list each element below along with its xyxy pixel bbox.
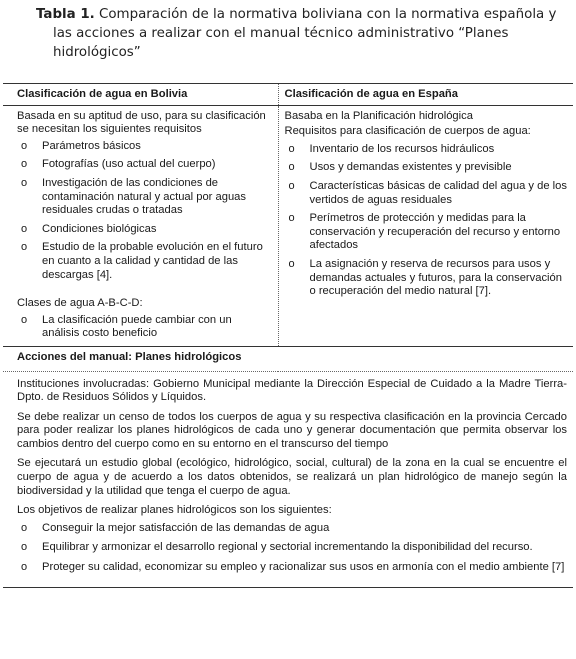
actions-header: Acciones del manual: Planes hidrológicos xyxy=(3,346,573,371)
classification-row xyxy=(3,105,573,346)
bolivia-header: Clasificación de agua en Bolivia xyxy=(3,84,278,106)
list-item: o Inventario de los recursos hidráulicos xyxy=(285,143,570,157)
actions-paragraph-study: Se ejecutará un estudio global (ecológico, hidrológico, social, cultural) de la zona en la cual se encuentre el cuerpo de agua y de acuerdo a los datos obtenidos, se realizará un plan hidrológico de manejo según la biodiversidad y la utilidad que tenga el cuerpo de agua. xyxy=(17,457,567,497)
actions-cell xyxy=(3,371,573,587)
actions-header-row xyxy=(3,346,573,371)
bolivia-cell xyxy=(3,105,278,346)
espana-intro-1: Basaba en la Planificación hidrológica xyxy=(284,109,473,122)
list-item: o Equilibrar y armonizar el desarrollo regional y sectorial incrementando la disponibilidad del recurso. xyxy=(17,541,567,555)
bolivia-classes-list xyxy=(17,314,272,341)
espana-cell xyxy=(278,105,573,346)
list-item: o Condiciones biológicas xyxy=(17,223,272,237)
list-item: o Fotografías (uso actual del cuerpo) xyxy=(17,158,272,172)
list-item: o Conseguir la mejor satisfacción de las demandas de agua xyxy=(17,522,567,536)
espana-header: Clasificación de agua en España xyxy=(278,84,573,106)
caption-label: Tabla 1. xyxy=(36,7,95,22)
list-item: o Investigación de las condiciones de contaminación natural y actual por aguas residuales crudas o tratadas xyxy=(17,177,272,218)
header-row xyxy=(3,84,573,106)
actions-paragraph-objectives: Los objetivos de realizar planes hidrológicos son los siguientes: xyxy=(17,504,332,517)
list-item: o La asignación y reserva de recursos para usos y demandas actuales y futuros, para la conservación o recuperación del medio natural [7]. xyxy=(285,258,570,299)
bolivia-intro: Basada en su aptitud de uso, para su clasificación se necesitan los siguientes requisitos xyxy=(17,109,266,136)
list-item: o Estudio de la probable evolución en el futuro en cuanto a la calidad y cantidad de las descargas [4]. xyxy=(17,241,272,282)
bolivia-requirements-list xyxy=(17,140,272,282)
caption-line-3: hidrológicos” xyxy=(53,45,141,60)
actions-paragraph-census: Se debe realizar un censo de todos los cuerpos de agua y su respectiva clasificación en la provincia Cercado para poder realizar los planes hidrológicos de cada uno y generar documentación que permita observar los cambios dentro del cuerpo como en su entorno en el transcurso del tiempo xyxy=(17,410,567,450)
actions-paragraph-institutions: Instituciones involucradas: Gobierno Municipal mediante la Dirección Especial de Cuidado a la Madre Tierra- Dpto. de Residuos Sólidos y Líquidos. xyxy=(17,377,567,404)
caption-line-1: Comparación de la normativa boliviana con la normativa española y xyxy=(94,7,557,22)
list-item: o Características básicas de calidad del agua y de los vertidos de aguas residuales xyxy=(285,180,570,207)
espana-requirements-list xyxy=(285,143,570,299)
espana-intro-2: Requisitos para clasificación de cuerpos de agua: xyxy=(284,125,531,138)
list-item: o Usos y demandas existentes y previsible xyxy=(285,161,570,175)
list-item: o Proteger su calidad, economizar su empleo y racionalizar sus usos en armonía con el medio ambiente [7] xyxy=(17,561,567,575)
list-item: o Parámetros básicos xyxy=(17,140,272,154)
caption-line-2: las acciones a realizar con el manual técnico administrativo “Planes xyxy=(53,26,509,41)
comparison-table xyxy=(3,83,573,588)
table-caption xyxy=(36,5,566,62)
actions-row xyxy=(3,371,573,587)
bolivia-classes-label: Clases de agua A-B-C-D: xyxy=(17,297,143,310)
list-item: o La clasificación puede cambiar con un análisis costo beneficio xyxy=(17,314,272,341)
actions-objectives-list xyxy=(17,522,567,575)
list-item: o Perímetros de protección y medidas para la conservación y recuperación del recurso y entorno afectados xyxy=(285,212,570,253)
